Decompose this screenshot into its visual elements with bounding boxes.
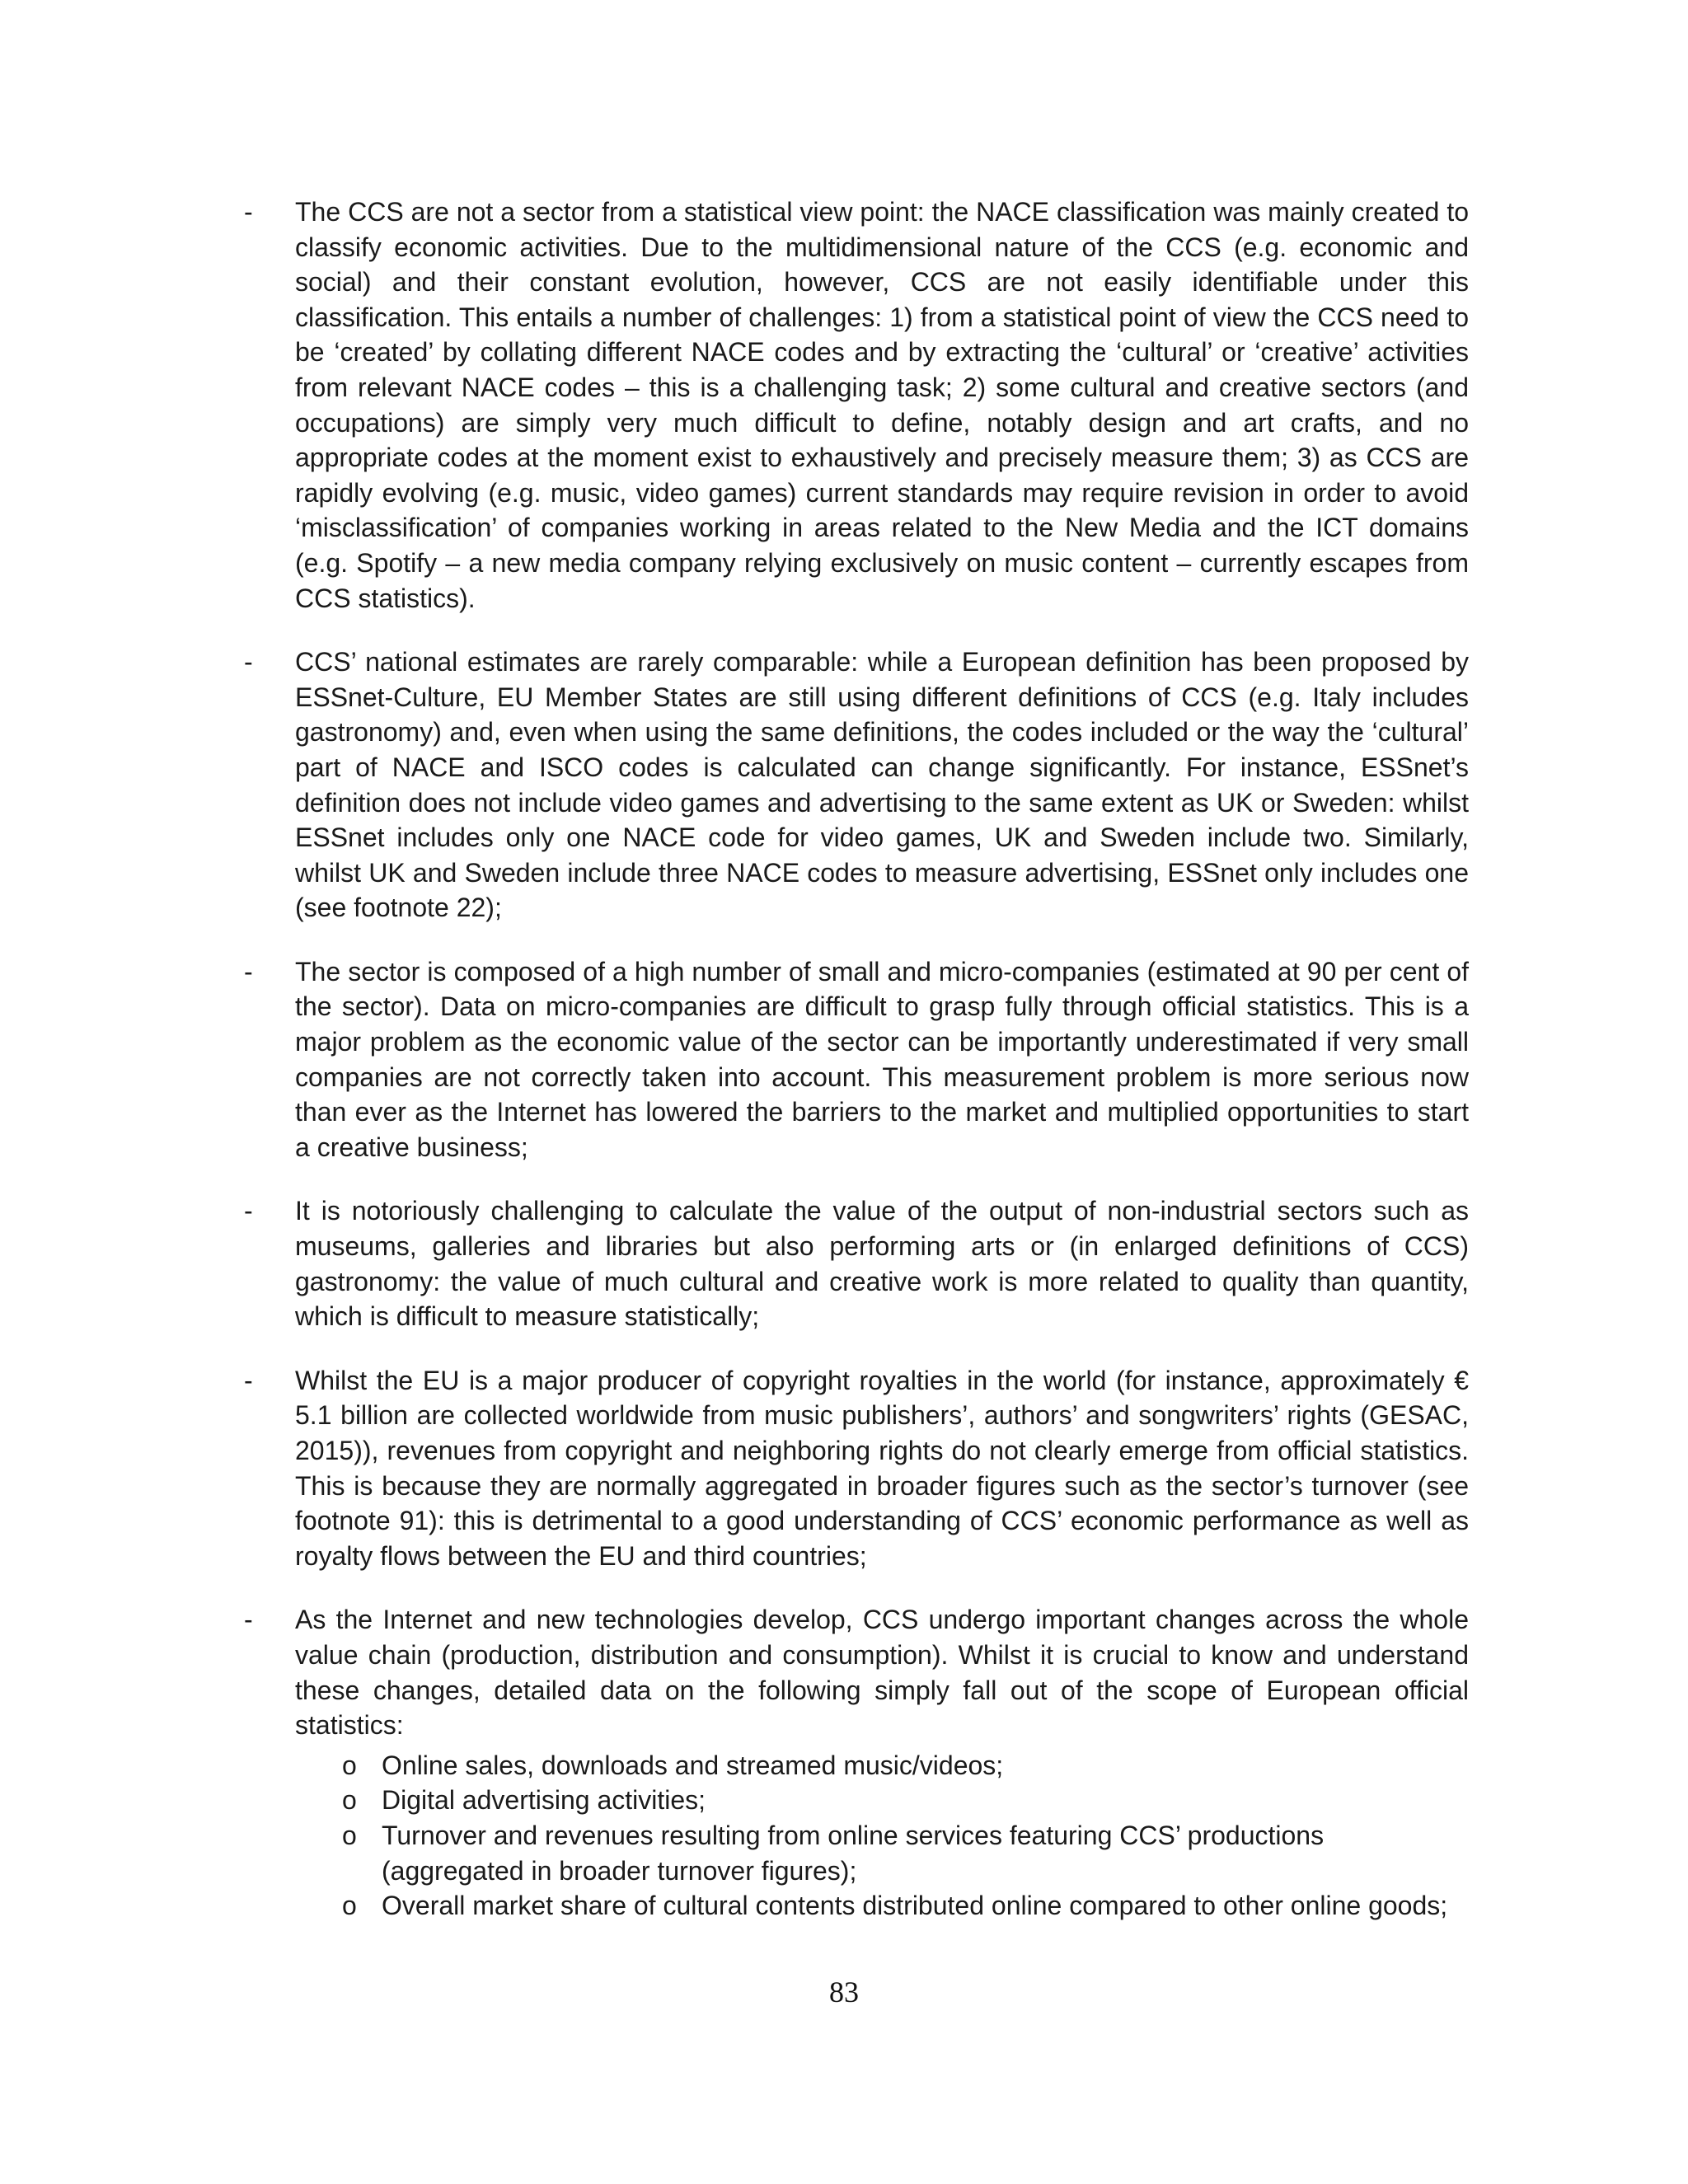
dash-bullet-marker: - [244, 1605, 253, 1635]
bullet-text: CCS’ national estimates are rarely comparable: while a European definition has been proposed by ESSnet-Culture, EU Member States are still using different definitions of CCS (e.g. Italy includes gastronomy) and, even when using the same definitions, the codes included or the way the ‘cultural’ part of NACE and ISCO codes is calculated can change significantly. For instance, ESSnet’s definition does not include video games and advertising to the same extent as UK or Sweden: whilst ESSnet includes only one NACE code for video games, UK and Sweden include two. Similarly, whilst UK and Sweden include three NACE codes to measure advertising, ESSnet only includes one (see footnote 22); [295, 647, 1469, 923]
dash-bullet-marker: - [244, 647, 253, 677]
circle-bullet-marker: o [342, 1785, 357, 1816]
bullet-text: Whilst the EU is a major producer of copyright royalties in the world (for instance, approximately € 5.1 billion are collected worldwide from music publishers’, authors’ and songwriters’ rights (GESAC, 2015)), revenues from copyright and neighboring rights do not clearly emerge from official statistics. This is because they are normally aggregated in broader figures such as the sector’s turnover (see footnote 91): this is detrimental to a good understanding of CCS’ economic performance as well as royalty flows between the EU and third countries; [295, 1365, 1469, 1571]
circle-bullet-marker: o [342, 1820, 357, 1850]
bullet-text: As the Internet and new technologies develop, CCS undergo important changes across the whole value chain (production, distribution and consumption). Whilst it is crucial to know and understand these changes, detailed data on the following simply fall out of the scope of European official statistics: [295, 1605, 1469, 1741]
circle-bullet-marker: o [342, 1891, 357, 1921]
page-number: 83 [829, 1975, 859, 2008]
dash-bullet-marker: - [244, 956, 253, 987]
bullet-text: The CCS are not a sector from a statistical view point: the NACE classification was mainly created to classify economic activities. Due to the multidimensional nature of the CCS (e.g. economic and social) and their constant evolution, however, CCS are not easily identifiable under this classification. This entails a number of challenges: 1) from a statistical point of view the CCS need to be ‘created’ by collating different NACE codes and by extracting the ‘cultural’ or ‘creative’ activities from relevant NACE codes – this is a challenging task; 2) some cultural and creative sectors (and occupations) are simply very much difficult to define, notably design and art crafts, and no appropriate codes at the moment exist to exhaustively and precisely measure them; 3) as CCS are rapidly evolving (e.g. music, video games) current standards may require revision in order to avoid ‘misclassification’ of companies working in areas related to the New Media and the ICT domains (e.g. Spotify – a new media company relying exclusively on music content – currently escapes from CCS statistics). [295, 197, 1469, 613]
bullet-item [244, 1363, 1469, 1574]
sub-bullet-text: Online sales, downloads and streamed music/videos; [382, 1750, 1004, 1780]
sub-bullet-item [244, 1888, 1469, 1924]
sub-bullet-text: Overall market share of cultural contents distributed online compared to other online goods; [382, 1891, 1448, 1921]
sub-bullet-text: Digital advertising activities; [382, 1785, 706, 1816]
bullet-text: It is notoriously challenging to calculate the value of the output of non-industrial sectors such as museums, galleries and libraries but also performing arts or (in enlarged definitions of CCS) gastronomy: the value of much cultural and creative work is more related to quality than quantity, which is difficult to measure statistically; [295, 1196, 1469, 1332]
dash-bullet-marker: - [244, 1196, 253, 1226]
sub-bullet-item [244, 1783, 1469, 1818]
bullet-text: The sector is composed of a high number of small and micro-companies (estimated at 90 per cent of the sector). Data on micro-companies are difficult to grasp fully through official statistics. This is a major problem as the economic value of the sector can be importantly underestimated if very small companies are not correctly taken into account. This measurement problem is more serious now than ever as the Internet has lowered the barriers to the market and multiplied opportunities to start a creative business; [295, 956, 1469, 1162]
sub-bullet-item [244, 1748, 1469, 1783]
bullet-item [244, 194, 1469, 616]
sub-bullet-item [244, 1818, 1469, 1888]
bullet-item [244, 954, 1469, 1165]
bullet-item [244, 644, 1469, 926]
document-body [244, 194, 1469, 1952]
bullet-item [244, 1602, 1469, 1923]
bullet-item [244, 1193, 1469, 1333]
dash-bullet-marker: - [244, 1365, 253, 1395]
sub-bullet-text: Turnover and revenues resulting from online services featuring CCS’ productions (aggregated in broader turnover figures); [382, 1820, 1325, 1886]
dash-bullet-marker: - [244, 197, 253, 227]
sub-bullet-list [244, 1748, 1469, 1924]
circle-bullet-marker: o [342, 1750, 357, 1780]
